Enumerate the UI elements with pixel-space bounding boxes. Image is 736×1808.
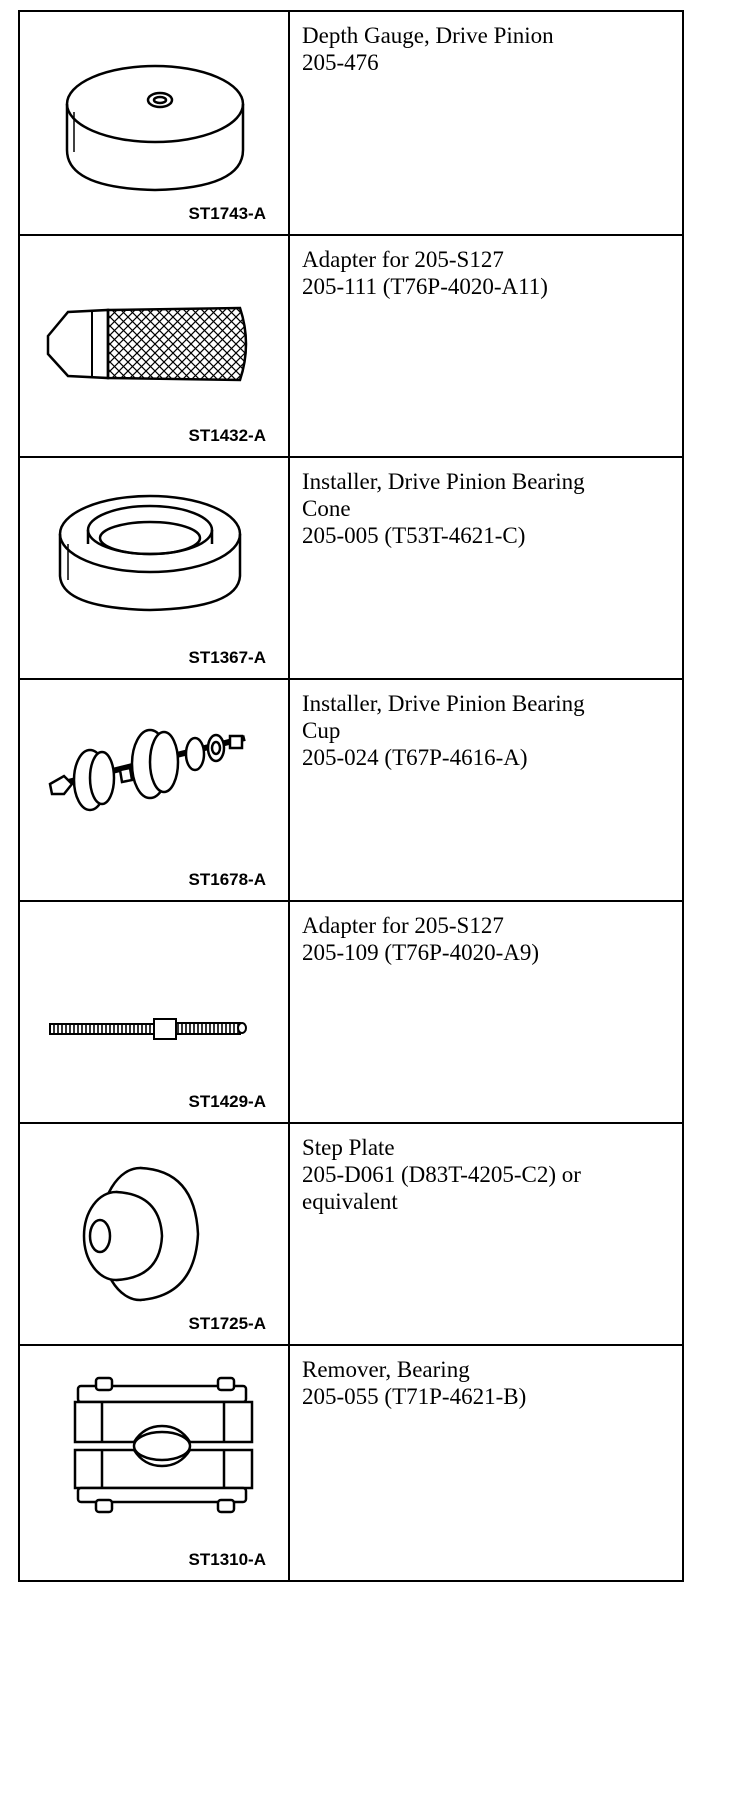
tool-code: ST1429-A bbox=[188, 1092, 266, 1111]
tool-number-continued: equivalent bbox=[302, 1189, 398, 1214]
tool-illustration-cell bbox=[19, 1345, 289, 1581]
tool-illustration-cell bbox=[19, 679, 289, 901]
tool-description bbox=[289, 1123, 683, 1345]
table-row bbox=[19, 679, 683, 901]
tool-description bbox=[289, 457, 683, 679]
tool-illustration-cell bbox=[19, 235, 289, 457]
tool-name: Installer, Drive Pinion Bearing bbox=[302, 691, 585, 716]
special-tools-table bbox=[18, 10, 684, 1582]
tool-name-continued: Cone bbox=[302, 496, 351, 521]
tool-illustration-cell bbox=[19, 457, 289, 679]
depth-gauge-icon bbox=[20, 12, 290, 234]
tool-name: Depth Gauge, Drive Pinion bbox=[302, 23, 554, 48]
bearing-cup-installer-icon bbox=[20, 680, 290, 900]
table-row bbox=[19, 235, 683, 457]
tool-number: 205-055 (T71P-4621-B) bbox=[302, 1384, 527, 1409]
tool-number: 205-024 (T67P-4616-A) bbox=[302, 745, 528, 770]
tool-code: ST1432-A bbox=[188, 426, 266, 445]
bearing-cone-installer-icon bbox=[20, 458, 290, 678]
tool-code: ST1743-A bbox=[188, 204, 266, 223]
tool-name: Remover, Bearing bbox=[302, 1357, 470, 1382]
table-row bbox=[19, 1123, 683, 1345]
tool-code: ST1367-A bbox=[188, 648, 266, 667]
table-row bbox=[19, 901, 683, 1123]
tool-description bbox=[289, 901, 683, 1123]
tool-name: Step Plate bbox=[302, 1135, 395, 1160]
tool-name: Adapter for 205-S127 bbox=[302, 247, 504, 272]
tool-description bbox=[289, 679, 683, 901]
knurled-adapter-icon bbox=[20, 236, 290, 456]
tool-name: Adapter for 205-S127 bbox=[302, 913, 504, 938]
step-plate-icon bbox=[20, 1124, 290, 1344]
tool-name: Installer, Drive Pinion Bearing bbox=[302, 469, 585, 494]
tool-number: 205-005 (T53T-4621-C) bbox=[302, 523, 526, 548]
tool-illustration-cell bbox=[19, 1123, 289, 1345]
tool-number: 205-111 (T76P-4020-A11) bbox=[302, 274, 548, 299]
tool-number: 205-D061 (D83T-4205-C2) or bbox=[302, 1162, 581, 1187]
tool-illustration-cell bbox=[19, 901, 289, 1123]
tool-number: 205-476 bbox=[302, 50, 379, 75]
bearing-remover-icon bbox=[20, 1346, 290, 1580]
table-row bbox=[19, 457, 683, 679]
table-row bbox=[19, 11, 683, 235]
tool-name-continued: Cup bbox=[302, 718, 341, 743]
tool-number: 205-109 (T76P-4020-A9) bbox=[302, 940, 539, 965]
tool-code: ST1725-A bbox=[188, 1314, 266, 1333]
tool-illustration-cell bbox=[19, 11, 289, 235]
tool-code: ST1678-A bbox=[188, 870, 266, 889]
threaded-rod-adapter-icon bbox=[20, 902, 290, 1122]
tool-description bbox=[289, 1345, 683, 1581]
tool-code: ST1310-A bbox=[188, 1550, 266, 1569]
tool-description bbox=[289, 235, 683, 457]
table-row bbox=[19, 1345, 683, 1581]
tool-description bbox=[289, 11, 683, 235]
